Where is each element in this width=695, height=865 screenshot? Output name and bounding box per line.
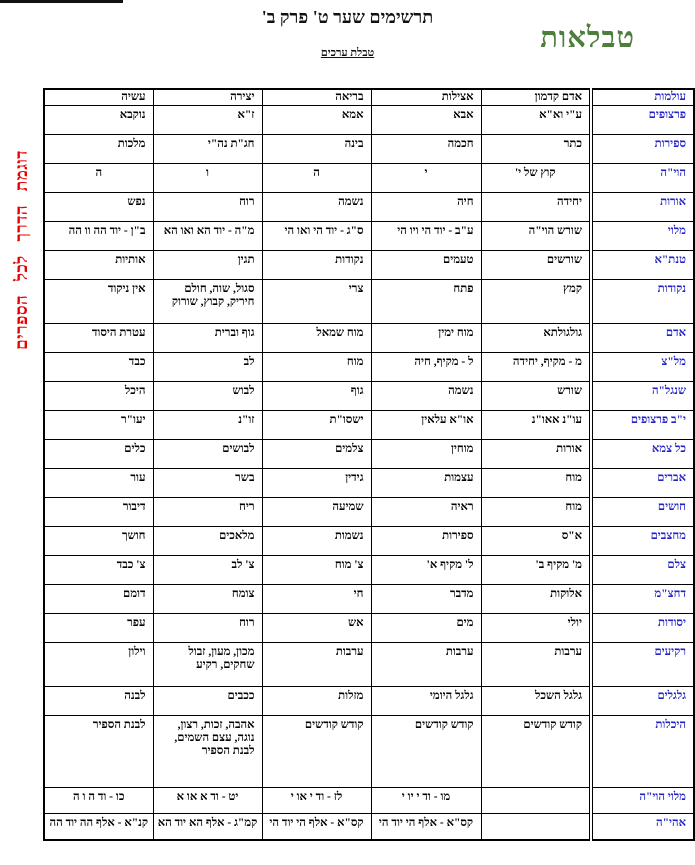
table-cell: מ"ה - יוד הא ואו הא [153, 222, 262, 251]
table-cell: זו"נ [153, 411, 262, 440]
row-header: שנגל"ה [591, 382, 694, 411]
table-cell: וילון [44, 643, 153, 687]
table-cell: קס"א - אלף הי יוד הי [371, 814, 481, 840]
table-cell: אורות [481, 440, 591, 469]
row-header: אהי"ה [591, 814, 694, 840]
column-header: אצילות [371, 89, 481, 106]
table-cell: ריח [153, 498, 262, 527]
table-row [44, 687, 694, 716]
table-row [44, 527, 694, 556]
column-header: אדם קדמון [481, 89, 591, 106]
table-body [44, 106, 694, 840]
table-cell: מ - מקיף, יחידה [481, 353, 591, 382]
table-cell: לבוש [153, 382, 262, 411]
table-row [44, 251, 694, 280]
row-header: מל"צ [591, 353, 694, 382]
table-cell: נשמה [371, 382, 481, 411]
table-cell: מוח [262, 353, 371, 382]
table-cell: אלוקות [481, 585, 591, 614]
table-cell: כו - וד ה ו ה [44, 788, 153, 814]
table-cell: צ' לב [153, 556, 262, 585]
table-cell: חיה [371, 193, 481, 222]
row-header: אברים [591, 469, 694, 498]
table-cell: דיבור [44, 498, 153, 527]
table-cell: גוף [262, 382, 371, 411]
table-cell: ו [153, 164, 262, 193]
table-cell: מוח ימין [371, 324, 481, 353]
table-row [44, 222, 694, 251]
row-header: דחצ"מ [591, 585, 694, 614]
table-cell: רוח [153, 193, 262, 222]
table-cell: ע"ב - יוד הי ויו הי [371, 222, 481, 251]
table-cell: נשמות [262, 527, 371, 556]
table-cell: עפר [44, 614, 153, 643]
table-cell: צומח [153, 585, 262, 614]
row-header: צלם [591, 556, 694, 585]
table-cell: חי [262, 585, 371, 614]
table-row [44, 556, 694, 585]
table-cell: מוחין [371, 440, 481, 469]
table-cell: היכל [44, 382, 153, 411]
row-header: י"ב פרצופים [591, 411, 694, 440]
table-cell: טעמים [371, 251, 481, 280]
table-cell: לב [153, 353, 262, 382]
table-cell: או"א עלאין [371, 411, 481, 440]
scan-artifact-strip [0, 0, 123, 3]
row-header: מלוי הוי"ה [591, 788, 694, 814]
table-cell: ישסו"ת [262, 411, 371, 440]
table-row [44, 585, 694, 614]
table-cell: צ' כבד [44, 556, 153, 585]
table-cell: חג"ת נה"י [153, 135, 262, 164]
column-header: יצירה [153, 89, 262, 106]
column-header: בריאה [262, 89, 371, 106]
table-cell: מים [371, 614, 481, 643]
table-cell: חושך [44, 527, 153, 556]
row-header: חושים [591, 498, 694, 527]
table-row [44, 716, 694, 788]
corner-column-header: עולמות [591, 89, 694, 106]
table-cell: אין ניקוד [44, 280, 153, 324]
row-header: פרצופים [591, 106, 694, 135]
table-cell [481, 814, 591, 840]
table-row [44, 469, 694, 498]
table-cell: יעו"ר [44, 411, 153, 440]
side-note-vertical: דוגמת הדרך לכל הספרים [12, 150, 31, 350]
table-row [44, 814, 694, 840]
table-cell: מלכות [44, 135, 153, 164]
table-cell: חכמה [371, 135, 481, 164]
table-cell: מו - וד י יו י [371, 788, 481, 814]
table-cell: כתר [481, 135, 591, 164]
table-row [44, 280, 694, 324]
table-cell: לבנה [44, 687, 153, 716]
table-cell: יחידה [481, 193, 591, 222]
table-cell [481, 788, 591, 814]
table-row [44, 614, 694, 643]
table-cell: רוח [153, 614, 262, 643]
table-cell: נפש [44, 193, 153, 222]
row-header: יסודות [591, 614, 694, 643]
table-cell: שורשים [481, 251, 591, 280]
row-header: אדם [591, 324, 694, 353]
table-cell: מדבר [371, 585, 481, 614]
table-cell: יט - וד א או א [153, 788, 262, 814]
tables-corner-label: טבלאות [540, 22, 635, 54]
table-cell: בשר [153, 469, 262, 498]
table-cell: ערבות [371, 643, 481, 687]
row-header: היכלות [591, 716, 694, 788]
row-header: גלגלים [591, 687, 694, 716]
table-cell: עטרת היסוד [44, 324, 153, 353]
row-header: ספירות [591, 135, 694, 164]
table-row [44, 353, 694, 382]
table-row [44, 382, 694, 411]
table-row [44, 440, 694, 469]
table-cell: צ' מוח [262, 556, 371, 585]
table-cell: מוח [481, 469, 591, 498]
table-cell: ס"ג - יוד הי ואו הי [262, 222, 371, 251]
table-cell: ע"י וא"א [481, 106, 591, 135]
table-cell: קנ"א - אלף הה יוד הה [44, 814, 153, 840]
table-cell: מוח [481, 498, 591, 527]
column-header: עשיה [44, 89, 153, 106]
table-cell: שמיעה [262, 498, 371, 527]
table-row [44, 164, 694, 193]
row-header: אורות [591, 193, 694, 222]
table-cell: קוץ של י' [481, 164, 591, 193]
table-cell: אבא [371, 106, 481, 135]
table-cell: עו"נ אאו"נ [481, 411, 591, 440]
table-cell: קס"א - אלף הי יוד הי [262, 814, 371, 840]
table-row [44, 135, 694, 164]
table-cell: מוח שמאל [262, 324, 371, 353]
table-cell: צלמים [262, 440, 371, 469]
table-cell: אהבה, זכות, רצון, נוגה, עצם השמים, לבנת הספיר [153, 716, 262, 788]
row-header: רקיעים [591, 643, 694, 687]
table-cell: כלים [44, 440, 153, 469]
table-cell: עצמות [371, 469, 481, 498]
table-cell: אש [262, 614, 371, 643]
table-cell: נקודות [262, 251, 371, 280]
table-cell: פתח [371, 280, 481, 324]
table-cell: בינה [262, 135, 371, 164]
table-row [44, 324, 694, 353]
table-cell: ראיה [371, 498, 481, 527]
row-header: מחצבים [591, 527, 694, 556]
table-cell: ה [262, 164, 371, 193]
table-cell: ז"א [153, 106, 262, 135]
table-cell: דומם [44, 585, 153, 614]
table-cell: ערבות [481, 643, 591, 687]
page-title: תרשימים שער ט' פרק ב' [261, 7, 434, 27]
table-row [44, 788, 694, 814]
table-row [44, 106, 694, 135]
table-cell: אמא [262, 106, 371, 135]
row-header: טנת"א [591, 251, 694, 280]
table-row [44, 498, 694, 527]
table-cell: לבנת הספיר [44, 716, 153, 788]
table-cell: ערבות [262, 643, 371, 687]
table-cell: מ' מקיף ב' [481, 556, 591, 585]
table-cell: מלאכים [153, 527, 262, 556]
table-cell: צרי [262, 280, 371, 324]
table-cell: יולי [481, 614, 591, 643]
table-cell: נשמה [262, 193, 371, 222]
table-cell: גלגל היומי [371, 687, 481, 716]
table-cell: שורש [481, 382, 591, 411]
table-cell: לז - וד י או י [262, 788, 371, 814]
table-row [44, 411, 694, 440]
table-cell: קמ"ג - אלף הא יוד הא [153, 814, 262, 840]
row-header: כל צמא [591, 440, 694, 469]
table-cell: סגול, שוה, חולם חיריק, קבוץ, שורוק [153, 280, 262, 324]
row-header: הוי"ה [591, 164, 694, 193]
values-table [43, 88, 695, 841]
table-row [44, 643, 694, 687]
row-header: נקודות [591, 280, 694, 324]
table-row [44, 193, 694, 222]
table-cell: גלגל השכל [481, 687, 591, 716]
table-cell: כבד [44, 353, 153, 382]
table-cell: מזלות [262, 687, 371, 716]
table-cell: לבושים [153, 440, 262, 469]
table-cell: נוקבא [44, 106, 153, 135]
table-cell: ב"ן - יוד הה וו הה [44, 222, 153, 251]
table-cell: א"ס [481, 527, 591, 556]
table-cell: ספירות [371, 527, 481, 556]
table-cell: קודש קודשים [371, 716, 481, 788]
table-cell: גידין [262, 469, 371, 498]
table-cell: אותיות [44, 251, 153, 280]
table-cell: קודש קודשים [262, 716, 371, 788]
row-header: מלוי [591, 222, 694, 251]
table-cell: ל' מקיף א' [371, 556, 481, 585]
table-cell: ככבים [153, 687, 262, 716]
table-cell: תגין [153, 251, 262, 280]
table-cell: עור [44, 469, 153, 498]
table-cell: גוף וברית [153, 324, 262, 353]
table-cell: ה [44, 164, 153, 193]
table-cell: שורש הוי"ה [481, 222, 591, 251]
table-cell: קודש קודשים [481, 716, 591, 788]
table-cell: קמץ [481, 280, 591, 324]
column-header-row [44, 89, 694, 106]
table-cell: ל - מקיף, חיה [371, 353, 481, 382]
table-cell: י [371, 164, 481, 193]
page-subtitle: טבלת ערכים [320, 47, 375, 59]
table-cell: גולגולתא [481, 324, 591, 353]
table-cell: מכון, מעון, זבול שחקים, רקיע [153, 643, 262, 687]
